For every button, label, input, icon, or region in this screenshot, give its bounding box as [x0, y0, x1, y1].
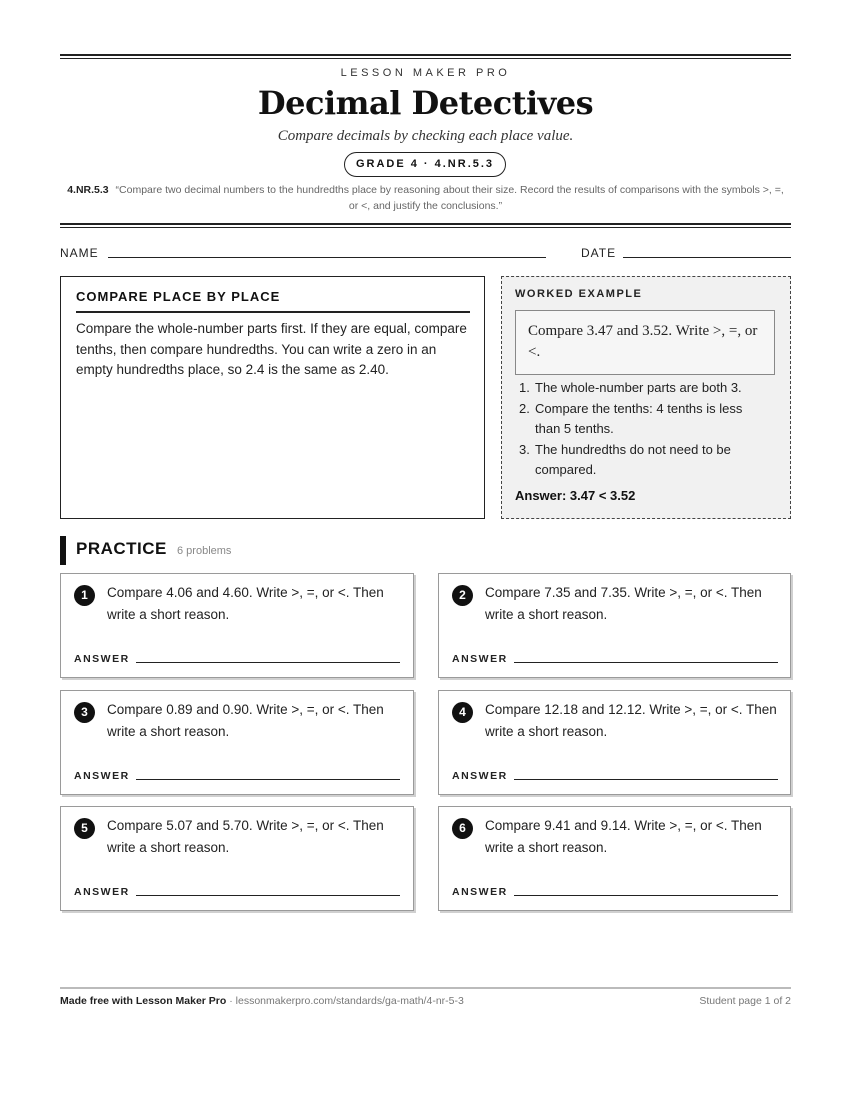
problem-number-badge: 1 [74, 585, 95, 606]
standard-description [66, 182, 785, 214]
answer-field[interactable] [514, 895, 778, 896]
name-field[interactable] [108, 257, 546, 258]
problem-card-1 [60, 573, 414, 678]
worked-example-prompt: Compare 3.47 and 3.52. Write >, =, or <. [515, 310, 775, 375]
answer-field[interactable] [136, 779, 400, 780]
problem-prompt: Compare 5.07 and 5.70. Write >, =, or <. Then write a short reason. [107, 818, 384, 855]
answer-field[interactable] [136, 662, 400, 663]
grade-badge: GRADE 4 · 4.NR.5.3 [344, 152, 506, 177]
answer-field[interactable] [514, 779, 778, 780]
answer-field[interactable] [136, 895, 400, 896]
worked-example-steps [519, 378, 769, 481]
step-text: Compare the tenths: 4 tenths is less than 5 tenths. [535, 400, 743, 436]
problem-prompt: Compare 7.35 and 7.35. Write >, =, or <. Then write a short reason. [485, 585, 762, 622]
practice-count: 6 problems [177, 545, 232, 557]
worked-example-answer: Answer: 3.47 < 3.52 [515, 488, 636, 503]
footer-credit [60, 995, 464, 1007]
step-text: The hundredths do not need to be compared. [535, 441, 731, 477]
step-number: 2. [519, 400, 530, 416]
intro-divider [76, 311, 470, 313]
answer-label: ANSWER [452, 770, 508, 782]
footer-url[interactable]: · lessonmakerpro.com/standards/ga-math/4-nr-5-3 [226, 995, 464, 1007]
brand-name: LESSON MAKER PRO [340, 67, 511, 79]
problem-number-badge: 6 [452, 818, 473, 839]
problem-card-6 [438, 806, 791, 911]
worked-example-step [519, 440, 769, 481]
answer-label: ANSWER [74, 653, 130, 665]
standard-code: 4.NR.5.3 [67, 184, 109, 196]
page-title: Decimal Detectives [257, 84, 594, 122]
step-number: 1. [519, 380, 530, 395]
intro-text: Compare the whole-number parts first. If they are equal, compare tenths, then compare hundredths. You can write a zero in an empty hundredths place, so 2.4 is the same as 2.40. [76, 321, 467, 377]
page-subtitle: Compare decimals by checking each place value. [277, 128, 574, 144]
standard-text: “Compare two decimal numbers to the hundredths place by reasoning about their size. Record the results of comparisons with the symbols >, =, or <, and justify the conclusions.” [115, 184, 784, 212]
worksheet-page [60, 0, 791, 1100]
date-label: DATE [581, 246, 617, 260]
problem-card-2 [438, 573, 791, 678]
worked-example-heading: WORKED EXAMPLE [515, 288, 643, 300]
date-field[interactable] [623, 257, 791, 258]
name-label: NAME [60, 246, 99, 260]
footer-made-with: Made free with Lesson Maker Pro [60, 995, 227, 1007]
step-number: 3. [519, 441, 530, 457]
problem-prompt: Compare 4.06 and 4.60. Write >, =, or <. Then write a short reason. [107, 585, 384, 622]
problem-number-badge: 2 [452, 585, 473, 606]
practice-title: PRACTICE [76, 539, 167, 558]
problem-prompt: Compare 9.41 and 9.14. Write >, =, or <. Then write a short reason. [485, 818, 762, 855]
problem-card-5 [60, 806, 414, 911]
answer-label: ANSWER [452, 653, 508, 665]
problem-number-badge: 4 [452, 702, 473, 723]
footer-page-number: Student page 1 of 2 [699, 995, 791, 1007]
problem-number-badge: 5 [74, 818, 95, 839]
problem-prompt: Compare 0.89 and 0.90. Write >, =, or <. Then write a short reason. [107, 702, 384, 739]
problem-card-4 [438, 690, 791, 795]
intro-heading: COMPARE PLACE BY PLACE [76, 289, 281, 304]
answer-label: ANSWER [452, 886, 508, 898]
answer-label: ANSWER [74, 770, 130, 782]
worked-example-step [519, 399, 769, 440]
problem-prompt: Compare 12.18 and 12.12. Write >, =, or <. Then write a short reason. [485, 702, 777, 739]
step-text: The whole-number parts are both 3. [535, 380, 742, 395]
answer-field[interactable] [514, 662, 778, 663]
problem-number-badge: 3 [74, 702, 95, 723]
footer-divider [60, 987, 791, 989]
header-bottom-rule [60, 223, 791, 228]
answer-label: ANSWER [74, 886, 130, 898]
practice-accent-bar [60, 536, 66, 565]
top-double-rule [60, 54, 791, 59]
worked-example-step [519, 378, 769, 399]
problem-card-3 [60, 690, 414, 795]
